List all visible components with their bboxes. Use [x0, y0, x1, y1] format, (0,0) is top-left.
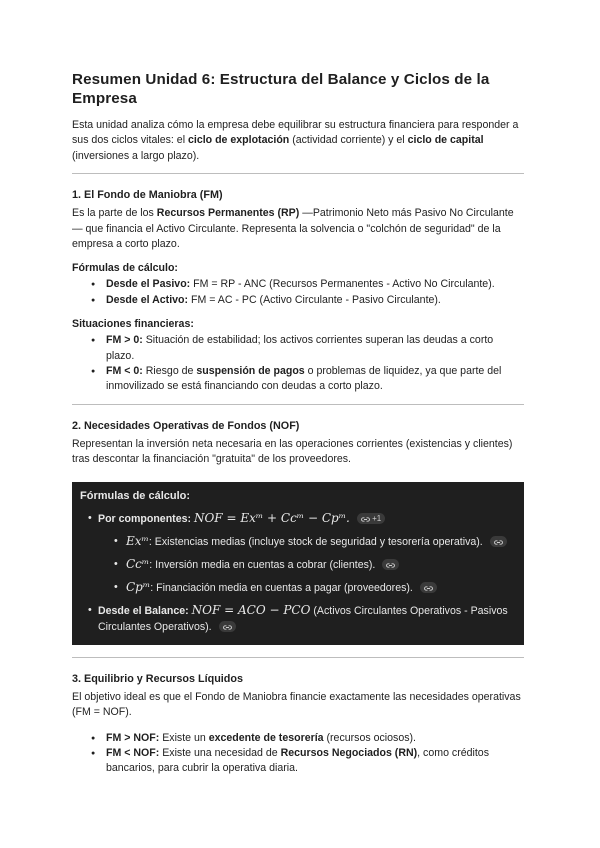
list-item: ● Desde el Pasivo: FM = RP - ANC (Recursos Permanentes - Activo No Circulante). — [106, 277, 524, 292]
balance-row: • Desde el Balance: NOF = ACO − PCO (Activos Circulantes Operativos - Pasivos Circulantes Operativos). — [80, 602, 516, 635]
section-divider — [72, 657, 524, 658]
section-3-paragraph: El objetivo ideal es que el Fondo de Maniobra financie exactamente las necesidades operativas (FM = NOF). — [72, 690, 521, 719]
link-icon — [223, 624, 232, 631]
chip-count: +1 — [372, 514, 382, 524]
section-2-paragraph: Representan la inversión neta necesaria en las operaciones corrientes (existencias y clientes) tras descontar la financiación "gratuita" de los proveedores. — [72, 437, 513, 466]
source-chip[interactable] — [420, 582, 437, 593]
fm-formulas-list — [72, 277, 524, 308]
source-chip[interactable] — [357, 513, 385, 524]
link-icon — [361, 516, 370, 523]
document-title: Resumen Unidad 6: Estructura del Balance y Ciclos de la Empresa — [72, 71, 490, 107]
formulas-heading: Fórmulas de cálculo: — [72, 262, 178, 275]
nof-formula: NOF = Exᵐ + Ccᵐ − Cpᵐ. — [193, 510, 350, 525]
source-chip[interactable] — [382, 559, 399, 570]
equilibrium-list — [72, 731, 524, 777]
section-1-heading: 1. El Fondo de Maniobra (FM) — [72, 189, 223, 202]
nof-formulas-box — [72, 482, 524, 645]
list-item: ● FM > NOF: Existe un excedente de tesorería (recursos ociosos). — [106, 731, 524, 746]
document-page — [72, 70, 524, 777]
link-icon — [424, 585, 433, 592]
situations-list — [72, 333, 524, 395]
source-chip[interactable] — [219, 621, 236, 632]
component-row: • Cpᵐ: Financiación media en cuentas a pagar (proveedores). — [80, 579, 516, 596]
section-2-heading: 2. Necesidades Operativas de Fondos (NOF) — [72, 419, 300, 432]
link-icon — [386, 562, 395, 569]
box-title: Fórmulas de cálculo: — [80, 489, 191, 502]
component-row: • Exᵐ: Existencias medias (incluye stock de seguridad y tesorería operativa). — [80, 533, 516, 550]
source-chip[interactable] — [490, 536, 507, 547]
components-row: • Por componentes: NOF = Exᵐ + Ccᵐ − Cpᵐ. +1 — [80, 510, 516, 527]
list-item: ● FM < NOF: Existe una necesidad de Recursos Negociados (RN), como créditos bancarios, para cubrir la operativa diaria. — [106, 746, 524, 777]
list-item: ● FM < 0: Riesgo de suspensión de pagos o problemas de liquidez, ya que parte del inmovilizado se está financiando con deudas a corto plazo. — [106, 364, 524, 395]
section-divider — [72, 404, 524, 405]
section-1-paragraph: Es la parte de los Recursos Permanentes (RP) —Patrimonio Neto más Pasivo No Circulante— que financia el Activo Circulante. Representa la solvencia o "colchón de seguridad" de la empresa a corto plazo. — [72, 207, 514, 251]
intro-paragraph: Esta unidad analiza cómo la empresa debe equilibrar su estructura financiera para responder a sus dos ciclos vitales: el ciclo de explotación (actividad corriente) y el ciclo de capital (inversiones a largo plazo). — [72, 119, 519, 162]
list-item: ● Desde el Activo: FM = AC - PC (Activo Circulante - Pasivo Circulante). — [106, 293, 524, 308]
section-divider — [72, 173, 524, 174]
balance-formula: NOF = ACO − PCO — [191, 602, 311, 617]
link-icon — [494, 539, 503, 546]
list-item: ● FM > 0: Situación de estabilidad; los activos corrientes superan las deudas a corto plazo. — [106, 333, 524, 364]
situations-heading: Situaciones financieras: — [72, 318, 194, 331]
section-3-heading: 3. Equilibrio y Recursos Líquidos — [72, 672, 243, 685]
component-row: • Ccᵐ: Inversión media en cuentas a cobrar (clientes). — [80, 556, 516, 573]
